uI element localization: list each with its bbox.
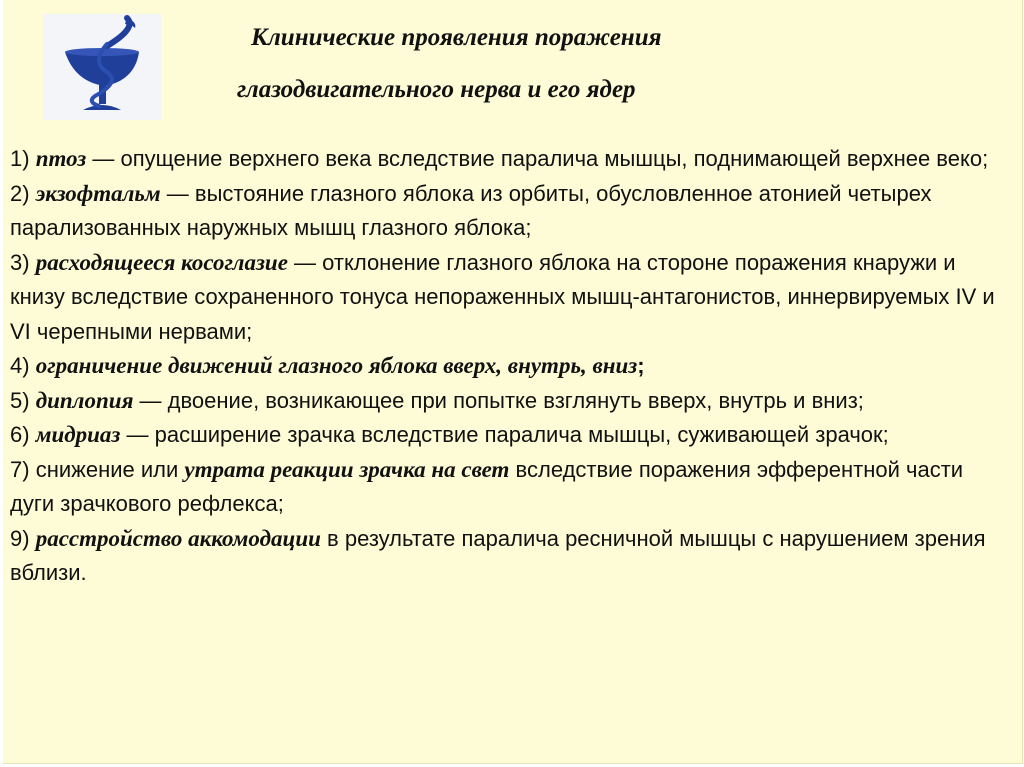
symptom-list (10, 142, 1010, 591)
item-term: мидриаз (35, 422, 121, 447)
item-text: — опущение верхнего века вследствие паралича мышцы, поднимающей верхнее веко; (86, 146, 989, 171)
item-prefix: снижение или (35, 456, 185, 482)
item-term: птоз (35, 146, 87, 171)
item-term: расходящееся косоглазие (35, 249, 288, 275)
logo (43, 14, 161, 120)
item-term: расстройство аккомодации (35, 525, 321, 551)
item-number: 2) (10, 180, 36, 206)
item-number: 5) (10, 387, 36, 413)
list-item (10, 418, 1010, 453)
item-number: 4) (10, 353, 36, 378)
item-text: — расширение зрачка вследствие паралича мышцы, суживающей зрачок; (120, 422, 889, 447)
item-text: — выстояние глазного яблока из орбиты, обусловленное атонией четырех парализованных наружных мышц глазного яблока; (10, 180, 932, 240)
item-term: ограничение движений глазного яблока вверх, внутрь, вниз (35, 353, 638, 378)
item-text: вследствие поражения эфферентной части дуги зрачкового рефлекса; (10, 456, 964, 516)
item-text: ; (637, 353, 645, 378)
item-text: в результате паралича ресничной мышцы с нарушением зрения вблизи. (10, 525, 986, 585)
list-item (10, 177, 1010, 246)
list-item (10, 246, 1010, 350)
item-text: — двоение, возникающее при попытке взглянуть вверх, внутрь и вниз; (133, 387, 864, 413)
list-item (10, 142, 1010, 177)
item-term: утрата реакции зрачка на свет (184, 456, 510, 482)
title-line-1: Клинические проявления поражения (251, 24, 662, 51)
item-term: экзофтальм (35, 180, 161, 206)
item-term: диплопия (35, 387, 134, 413)
slide (3, 0, 1023, 764)
bowl-of-hygieia-icon (43, 14, 161, 120)
list-item (10, 522, 1010, 591)
item-text: — отклонение глазного яблока на стороне поражения кнаружи и книзу вследствие сохраненного тонуса непораженных мышц-антагонистов, иннервируемых IV и VI черепными нервами; (10, 249, 995, 344)
list-item (10, 384, 1010, 419)
item-number: 7) (10, 456, 36, 482)
item-number: 3) (10, 249, 36, 275)
item-number: 9) (10, 525, 36, 551)
item-number: 6) (10, 422, 36, 447)
list-item (10, 349, 1010, 384)
title-line-2: глазодвигательного нерва и его ядер (237, 76, 636, 103)
item-number: 1) (10, 146, 36, 171)
list-item (10, 453, 1010, 522)
